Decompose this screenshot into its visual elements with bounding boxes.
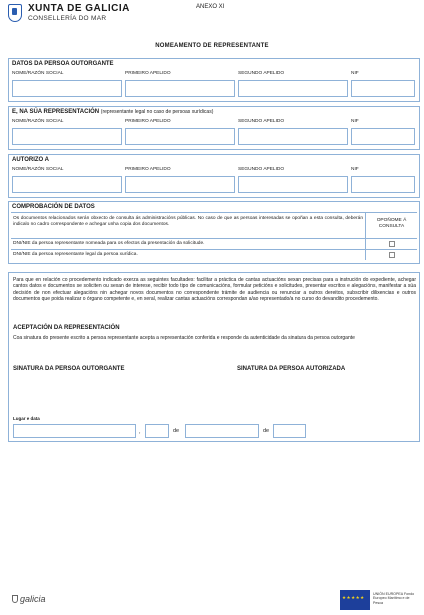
authorized-surname1-input[interactable] <box>125 176 235 193</box>
oppose-cell <box>365 250 417 260</box>
representation-section-title <box>12 109 213 115</box>
grantor-surname1-input[interactable] <box>125 80 235 97</box>
powers-section <box>8 272 420 442</box>
authorized-name-input[interactable] <box>12 176 122 193</box>
nif-label: NIF <box>351 167 359 172</box>
representation-note: (representante legal no caso de persoas xurídicas) <box>100 109 214 115</box>
day-input[interactable] <box>145 424 169 438</box>
galicia-mark-icon <box>12 595 18 603</box>
name-label: NOME/RAZÓN SOCIAL <box>12 167 64 172</box>
document-title: NOMEAMENTO DE REPRESENTANTE <box>155 43 269 49</box>
de-separator-2: de <box>263 428 270 434</box>
verification-section-title: COMPROBACIÓN DE DATOS <box>12 204 95 210</box>
nif-label: NIF <box>351 119 359 124</box>
oppose-checkbox-representative[interactable] <box>389 241 395 247</box>
year-input[interactable] <box>273 424 306 438</box>
authorized-signature-label: SINATURA DA PERSOA AUTORIZADA <box>237 366 346 372</box>
org-name: XUNTA DE GALICIA <box>28 3 130 14</box>
grantor-nif-input[interactable] <box>351 80 415 97</box>
grantor-name-input[interactable] <box>12 80 122 97</box>
galicia-footer-logo <box>12 594 46 604</box>
eu-flag-icon <box>340 590 370 610</box>
grantor-section-title: DATOS DA PERSOA OUTORGANTE <box>12 61 114 67</box>
acceptance-title: ACEPTACIÓN DA REPRESENTACIÓN <box>13 325 120 331</box>
document-header <box>0 0 424 38</box>
grantor-surname2-input[interactable] <box>238 80 348 97</box>
eu-fund-label: UNIÓN EUROPEA Fondo Europeo Marítimo e de Pesca <box>373 592 415 605</box>
oppose-cell <box>365 239 417 249</box>
verification-row <box>11 249 417 260</box>
month-input[interactable] <box>185 424 259 438</box>
place-input[interactable] <box>13 424 136 438</box>
verification-section <box>8 201 420 264</box>
representative-name-input[interactable] <box>12 128 122 145</box>
verification-intro: Os documentos relacionados serán obxecto de consulta ás administracións públicas. No caso de que as persoas interesadas se opoñan a esta consulta, deberán indicalo no cadro correspondente e achegar unha copia dos documentos. <box>13 216 363 228</box>
nif-label: NIF <box>351 71 359 76</box>
representative-surname2-input[interactable] <box>238 128 348 145</box>
representation-section <box>8 106 420 150</box>
verification-row-text: DNI/NIE da persoa representante nomeada para os efectos da presentación da solicitude. <box>13 241 205 246</box>
de-separator-1: de <box>173 428 180 434</box>
surname2-label: SEGUNDO APELIDO <box>238 71 285 76</box>
representation-title-text: E, NA SÚA REPRESENTACIÓN <box>12 109 100 115</box>
surname1-label: PRIMEIRO APELIDO <box>125 71 171 76</box>
surname1-label: PRIMEIRO APELIDO <box>125 167 171 172</box>
name-label: NOME/RAZÓN SOCIAL <box>12 119 64 124</box>
representative-nif-input[interactable] <box>351 128 415 145</box>
surname2-label: SEGUNDO APELIDO <box>238 167 285 172</box>
name-label: NOME/RAZÓN SOCIAL <box>12 71 64 76</box>
verification-header-row <box>11 212 417 238</box>
oppose-checkbox-legal-representative[interactable] <box>389 252 395 258</box>
surname1-label: PRIMEIRO APELIDO <box>125 119 171 124</box>
powers-text: Para que en relación co procedemento indicado exerza as seguintes facultades: facilitar a práctica de cantas actuacións sexan precisas para a instrución do expediente, achegar cantos datos e documentos se soliciten ou sexan de interese, recibir todo tipo de comunicacións, formular peticións e solicitudes, presentar escritos e alegacións, manifestar a súa decisión de non efectuar alegacións nin achegar novos documentos no correspondente trámite de audiencia ou renunciar a outros dereitos, subscribir dilixencias e outros documentos que poida realizar o órgano competente e, en xeral, realizar cantas actuacións correspondan a/ao representado/a no curso do devandito procedemento. <box>13 277 416 303</box>
authorize-section <box>8 154 420 198</box>
xunta-shield-icon <box>8 4 22 22</box>
place-date-label: Lugar e data <box>13 416 40 421</box>
grantor-section <box>8 58 420 102</box>
surname2-label: SEGUNDO APELIDO <box>238 119 285 124</box>
authorized-surname2-input[interactable] <box>238 176 348 193</box>
verification-row-text: DNI/NIE da persoa representante legal da persoa xurídica. <box>13 252 138 257</box>
galicia-logo-text: galicia <box>20 594 46 604</box>
oppose-column-header: OPOÑOME Á CONSULTA <box>365 213 417 238</box>
verification-row <box>11 238 417 249</box>
acceptance-text: Coa sinatura do presente escrito a persoa representante acepta a representación conferida e responde da autenticidade da sinatura da persoa outorgante <box>13 335 355 341</box>
org-department: CONSELLERÍA DO MAR <box>28 15 107 22</box>
authorize-section-title: AUTORIZO A <box>12 157 49 163</box>
authorized-nif-input[interactable] <box>351 176 415 193</box>
representative-surname1-input[interactable] <box>125 128 235 145</box>
annex-label: ANEXO XI <box>196 4 225 10</box>
grantor-signature-label: SINATURA DA PERSOA OUTORGANTE <box>13 366 125 372</box>
comma-separator: , <box>139 429 141 435</box>
